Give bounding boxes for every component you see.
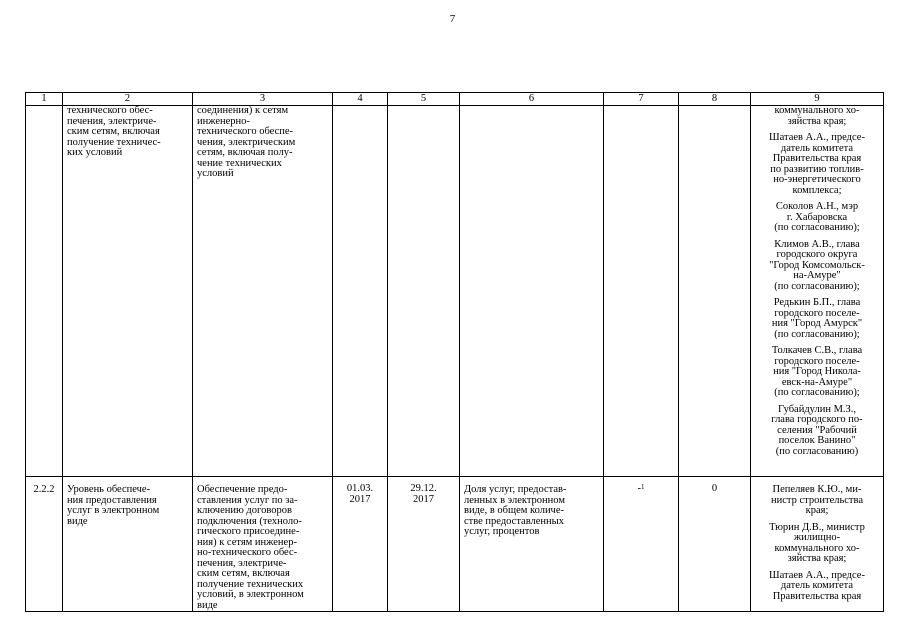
base-value-cell xyxy=(604,477,679,612)
responsible-entry: Шатаев А.А., предсе- датель комитета Правительства края по развитию топлив- но-энергетического комплекса; xyxy=(769,132,865,196)
measures-table xyxy=(25,92,884,612)
result-indicator-cell xyxy=(460,106,604,477)
column-number-4: 4 xyxy=(333,93,388,106)
column-number-5: 5 xyxy=(388,93,460,106)
column-number-8: 8 xyxy=(679,93,751,106)
column-number-9: 9 xyxy=(751,93,884,106)
responsible-entry: Редькин Б.П., глава городского поселе- ния "Город Амурск" (по согласованию); xyxy=(771,297,863,340)
column-number-7: 7 xyxy=(604,93,679,106)
start-date-cell: 01.03. 2017 xyxy=(333,477,388,612)
responsible-entry: Соколов А.Н., мэр г. Хабаровска (по согласованию); xyxy=(774,201,860,233)
responsible-persons-cell xyxy=(751,106,884,477)
responsible-entry: Пепеляев К.Ю., ми- нистр строительства края; xyxy=(771,484,863,516)
base-value: - xyxy=(637,483,641,494)
responsible-entry: Толкачев С.В., глава городского поселе- ния "Город Никола- евск-на-Амуре" (по согласованию); xyxy=(771,345,863,398)
end-date-cell xyxy=(388,106,460,477)
measure-description-cell: Обеспечение предо- ставления услуг по за- ключению договоров подключения (техноло- гического присоедине- ния) к сетям инженер- но-технического обес- печения, электриче- ским сетям, включая получение технических условий, в электронном виде xyxy=(193,477,333,612)
target-value-cell: 0 xyxy=(679,477,751,612)
responsible-entry: Тюрин Д.В., министр жилищно- коммунального хо- зяйства края; xyxy=(769,521,865,564)
base-value-cell xyxy=(604,106,679,477)
responsible-persons-cell xyxy=(751,477,884,612)
column-number-2: 2 xyxy=(63,93,193,106)
indicator-name-cell: Уровень обеспече- ния предоставления услуг в электронном виде xyxy=(63,477,193,612)
footnote-marker: 1 xyxy=(641,483,645,491)
responsible-entry: Климов А.В., глава городского округа "Город Комсомольск- на-Амуре" (по согласованию); xyxy=(769,238,865,292)
responsible-entry: коммунального хо- зяйства края; xyxy=(774,105,860,127)
table-row xyxy=(26,477,884,612)
responsible-entry: Губайдулин М.З., глава городского по- селения "Рабочий поселок Ванино" (по согласованию) xyxy=(771,403,863,457)
target-value-cell xyxy=(679,106,751,477)
indicator-name-cell: технического обес- печения, электриче- ским сетям, включая получение техничес- ких условий xyxy=(63,106,193,477)
row-number-cell: 2.2.2 xyxy=(26,477,63,612)
result-indicator-cell: Доля услуг, предостав- ленных в электронном виде, в общем количе- стве предоставленных услуг, процентов xyxy=(460,477,604,612)
page-number: 7 xyxy=(449,13,456,25)
end-date-cell: 29.12. 2017 xyxy=(388,477,460,612)
measure-description-cell: соединения) к сетям инженерно- технического обеспе- чения, электрическим сетям, включая полу- чение технических условий xyxy=(193,106,333,477)
responsible-entry: Шатаев А.А., предсе- датель комитета Правительства края xyxy=(769,569,865,602)
column-number-3: 3 xyxy=(193,93,333,106)
start-date-cell xyxy=(333,106,388,477)
table-row xyxy=(26,106,884,477)
row-number-cell xyxy=(26,106,63,477)
column-number-1: 1 xyxy=(26,93,63,106)
table-header-row xyxy=(26,93,884,106)
column-number-6: 6 xyxy=(460,93,604,106)
